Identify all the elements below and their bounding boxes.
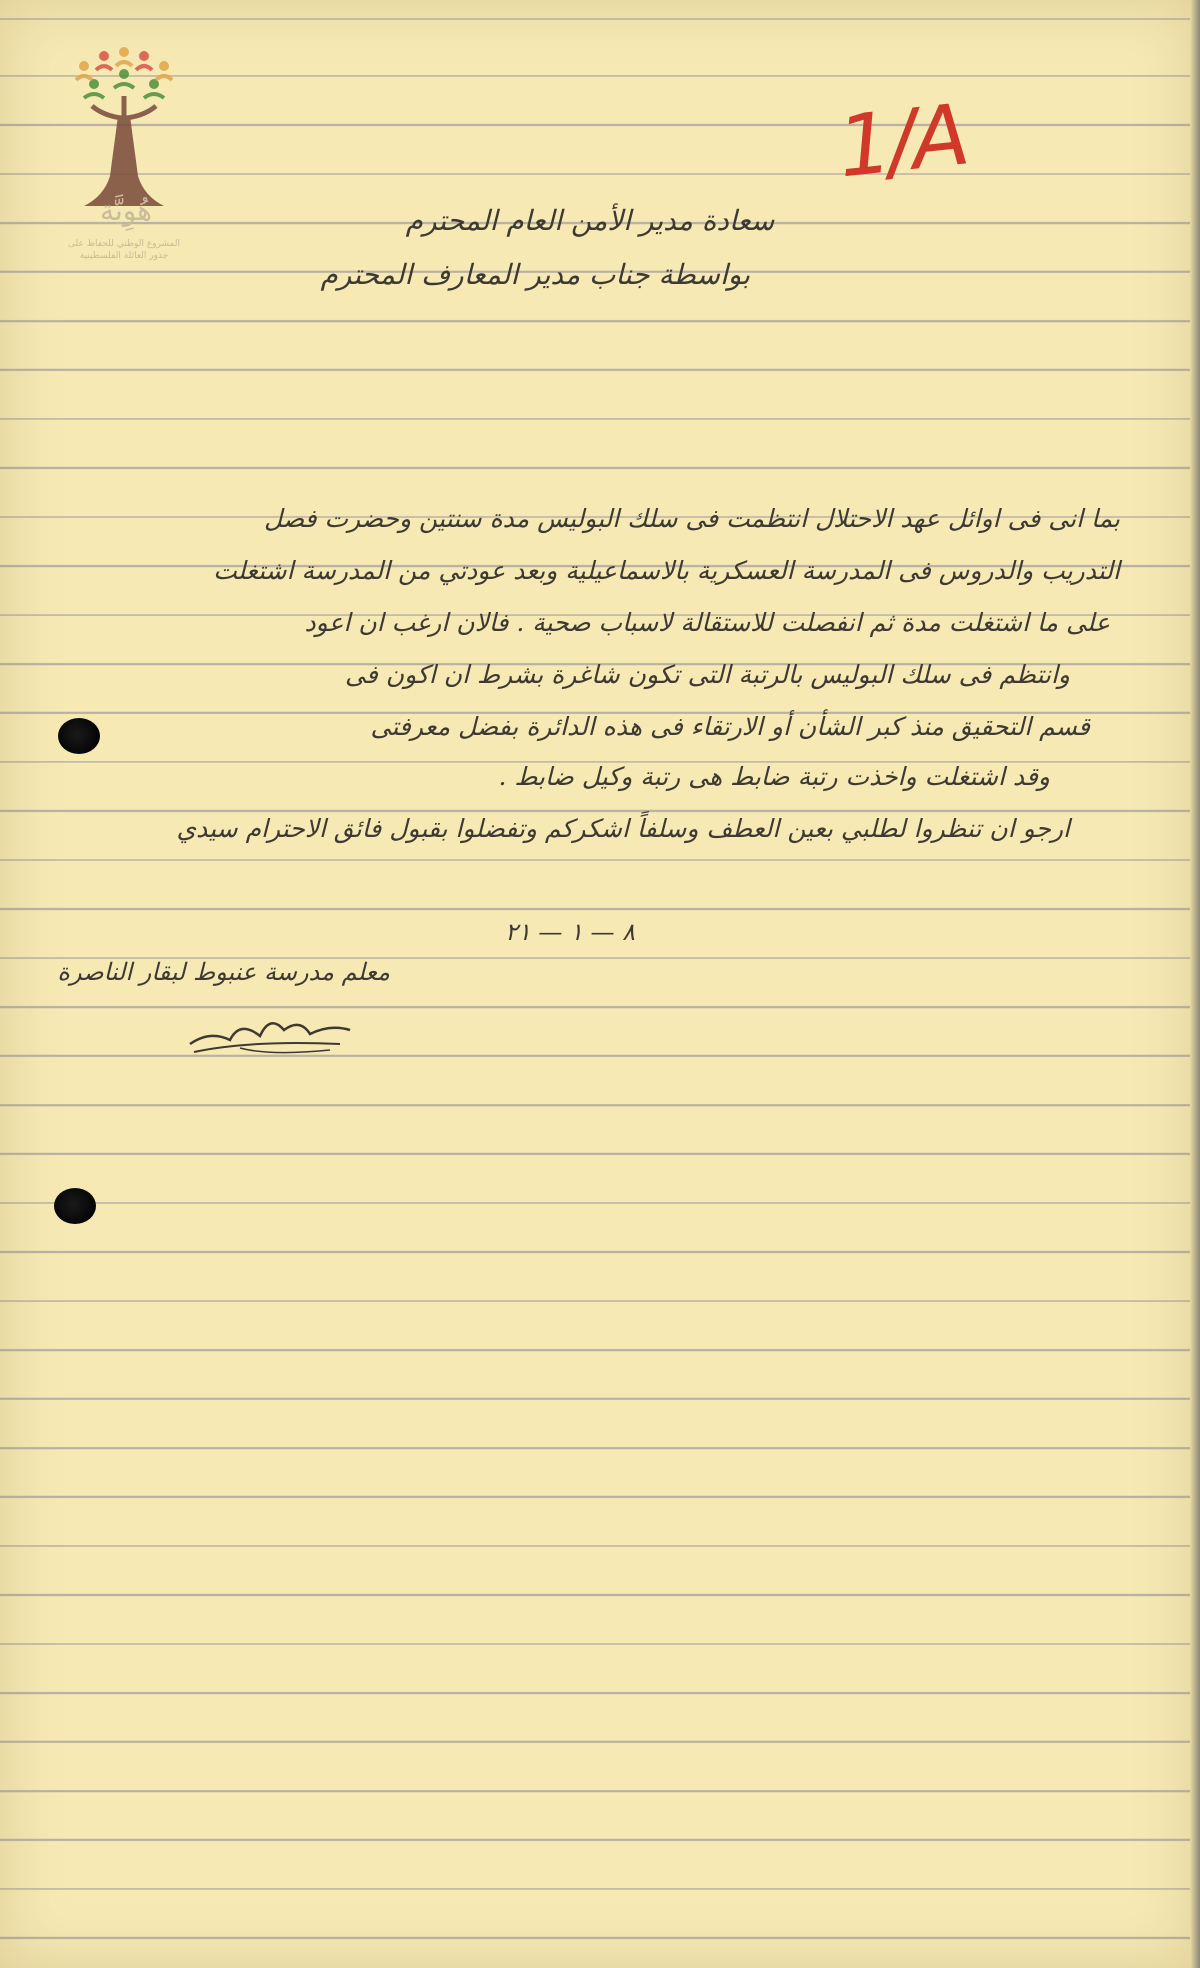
document-date: ٨ — ١ — ٢١ <box>504 918 636 946</box>
watermark-caption-line2: جذور العائلة الفلسطينية <box>79 251 169 261</box>
punch-hole-bottom <box>54 1188 96 1224</box>
body-line-6: وقد اشتغلت واخذت رتبة ضابط هى رتبة وكيل ضابط . <box>498 762 1050 791</box>
body-line-3: على ما اشتغلت مدة ثم انفصلت للاستقالة لاسباب صحية . فالان ارغب ان اعود <box>304 608 1110 637</box>
body-line-4: وانتظم فى سلك البوليس بالرتبة التى تكون شاغرة بشرط ان اكون فى <box>344 660 1070 689</box>
folio-number: 1/A <box>833 85 970 197</box>
body-line-7: ارجو ان تنظروا لطلبي بعين العطف وسلفاً اشكركم وتفضلوا بقبول فائق الاحترام سيدي <box>176 814 1070 843</box>
watermark-name: هُوِيَّة <box>99 194 153 227</box>
watermark-caption-line1: المشروع الوطني للحفاظ على <box>67 239 180 249</box>
body-line-2: التدريب والدروس فى المدرسة العسكرية بالاسماعيلية وبعد عودتي من المدرسة اشتغلت <box>213 556 1120 585</box>
closing-title: معلم مدرسة عنبوط لبقار الناصرة <box>57 958 390 986</box>
watermark-caption <box>44 238 204 262</box>
page-edge <box>1190 0 1200 1968</box>
address-line-1: سعادة مدير الأمن العام المحترم <box>405 204 775 237</box>
punch-hole-top <box>58 718 100 754</box>
body-line-5: قسم التحقيق منذ كبر الشأن أو الارتقاء فى هذه الدائرة بفضل معرفتى <box>370 712 1090 741</box>
body-line-1: بما انى فى اوائل عهد الاحتلال انتظمت فى سلك البوليس مدة سنتين وحضرت فصل <box>264 504 1120 533</box>
address-line-2: بواسطة جناب مدير المعارف المحترم <box>320 258 750 291</box>
